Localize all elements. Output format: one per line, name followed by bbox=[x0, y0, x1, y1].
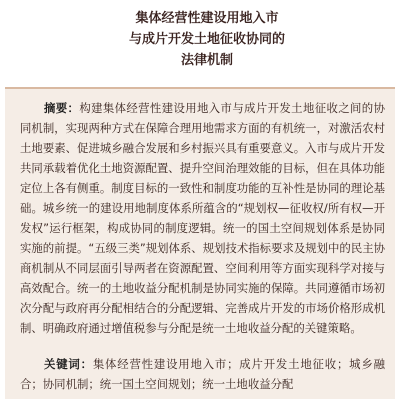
abstract-text: 构建集体经营性建设用地入市与成片开发土地征收之间的协同机制，实现两种方式在保障合理用地需求方面的有机统一，对激活农村土地要素、促进城乡融合发展和乡村振兴具有重要意义。入市与成片开发共同承载着优化土地资源配置、提升空间治理效能的目标，但在具体功能定位上各有侧重。制度目标的一致性和制度功能的互补性是协同的理论基础。城乡统一的建设用地制度体系所蕴含的“规划权—征收权/所有权—开发权”运行框架，构成协同的制度逻辑。统一的国土空间规划体系是协同实施的前提。“五级三类”规划体系、规划技术指标要求及规划中的民主协商机制从不同层面引导两者在资源配置、空间利用等方面实现科学对接与高效配合。统一的土地收益分配机制是协同实施的保障。共同遵循市场初次分配与政府再分配相结合的分配逻辑、完善成片开发的市场价格形成机制、明确政府通过增值税参与分配是统一土地收益分配的关键策略。 bbox=[20, 101, 385, 335]
keywords-text: 集体经营性建设用地入市；成片开发土地征收；城乡融合；协同机制；统一国土空间规划；统一土地收益分配 bbox=[20, 357, 385, 391]
title-line-2: 与成片开发土地征收协同的 bbox=[128, 32, 285, 47]
article-title bbox=[0, 8, 400, 71]
abstract-panel bbox=[5, 87, 395, 399]
abstract-paragraph bbox=[20, 98, 385, 338]
title-line-1: 集体经营性建设用地入市 bbox=[135, 11, 279, 26]
title-line-3: 法律机制 bbox=[180, 53, 233, 68]
keywords-paragraph bbox=[20, 354, 385, 394]
keywords-label: 关键词： bbox=[44, 357, 93, 371]
abstract-label: 摘要： bbox=[44, 101, 80, 115]
